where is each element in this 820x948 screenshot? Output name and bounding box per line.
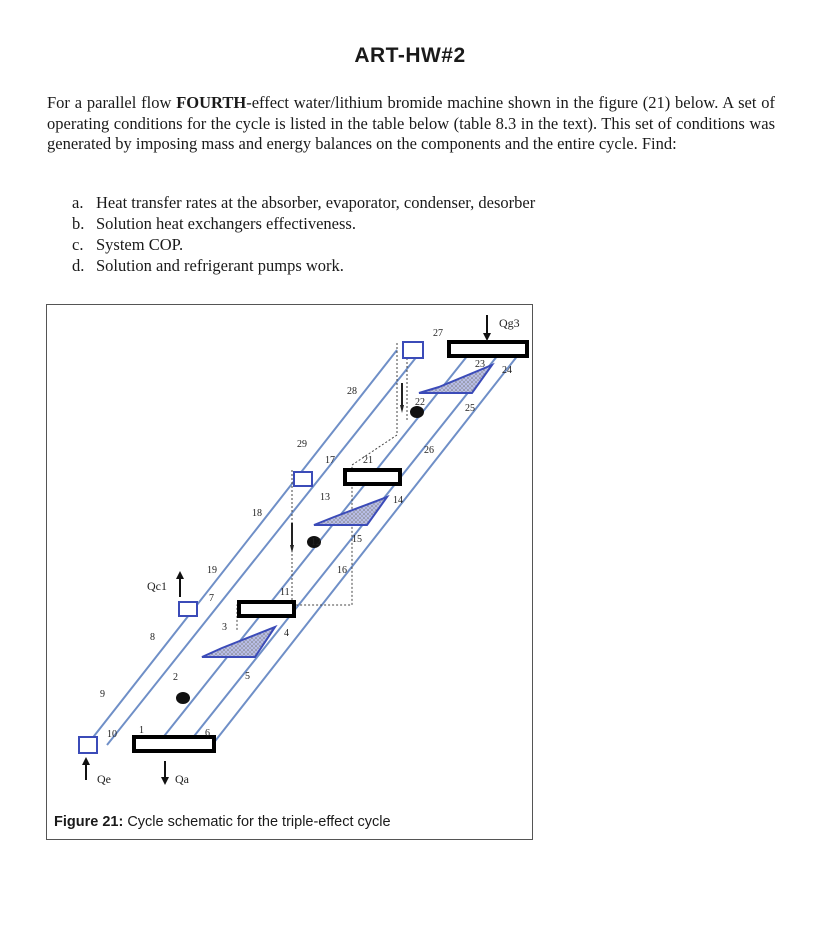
state-label: 5 [245, 671, 250, 682]
task-item [72, 192, 535, 213]
label-qa: Qa [175, 772, 189, 786]
label-qc1: Qc1 [147, 579, 167, 593]
state-label: 15 [352, 534, 362, 545]
state-label: 17 [325, 455, 335, 466]
intro-text-start: For a parallel flow [47, 93, 177, 112]
pipe-line [107, 350, 422, 745]
intro-text-rest: -effect water/lithium bromide machine shown in the figure (21) below. A set of operating conditions for the cycle is listed in the table below (table 8.3 in the text). This set of conditions was generated by imposing mass and energy balances on the components and the entire cycle. Find: [47, 93, 775, 153]
pump-icon [176, 692, 190, 704]
task-marker: c. [72, 235, 84, 254]
state-label: 28 [347, 386, 357, 397]
task-item [72, 213, 535, 234]
desorber-3 [449, 342, 527, 356]
pipe-line [187, 350, 502, 745]
state-label: 26 [424, 445, 434, 456]
intro-bold-fourth: FOURTH [176, 93, 247, 112]
heat-arrows [82, 315, 491, 785]
desorber-1 [239, 602, 294, 616]
label-qe: Qe [97, 772, 111, 786]
vapor-lines [237, 343, 407, 630]
state-label: 6 [205, 728, 210, 739]
caption-label: Figure 21: [54, 814, 124, 830]
evaporator-box [79, 737, 97, 753]
state-label: 16 [337, 565, 347, 576]
state-label: 10 [107, 729, 117, 740]
state-label: 25 [465, 403, 475, 414]
state-label: 24 [502, 365, 512, 376]
task-marker: a. [72, 193, 84, 212]
state-label: 2 [173, 672, 178, 683]
problem-statement [47, 93, 775, 155]
task-text: Heat transfer rates at the absorber, evaporator, condenser, desorber [96, 193, 536, 212]
arrow-down-icon [161, 777, 169, 785]
pumps [176, 406, 424, 704]
state-label: 11 [280, 587, 290, 598]
state-label: 29 [297, 439, 307, 450]
task-item [72, 255, 535, 276]
task-marker: d. [72, 256, 85, 275]
arrow-down-icon [290, 545, 294, 553]
pipe-line [212, 350, 522, 745]
condenser-box-1 [179, 602, 197, 616]
state-label: 18 [252, 508, 262, 519]
task-item [72, 234, 535, 255]
arrow-down-icon [400, 405, 404, 413]
small-boxes [79, 342, 423, 753]
state-label: 4 [284, 628, 289, 639]
cycle-schematic [47, 305, 534, 810]
figure-caption [54, 814, 391, 830]
state-label: 8 [150, 632, 155, 643]
vapor-line [237, 343, 397, 630]
condenser-box-3 [403, 342, 423, 358]
state-label: 7 [209, 593, 214, 604]
task-text: Solution and refrigerant pumps work. [96, 256, 344, 275]
task-text: System COP. [96, 235, 184, 254]
task-marker: b. [72, 214, 85, 233]
arrow-shaft [401, 383, 403, 405]
desorber-2 [345, 470, 400, 484]
label-qg3: Qg3 [499, 316, 520, 330]
state-label: 3 [222, 622, 227, 633]
pipe-network [87, 350, 522, 745]
arrow-shaft [291, 523, 293, 545]
absorber [134, 737, 214, 751]
pipe-line [87, 350, 397, 745]
state-label: 14 [393, 495, 403, 506]
cycle-figure [46, 304, 533, 840]
task-list [72, 192, 535, 276]
arrow-up-icon [176, 571, 184, 579]
state-label: 19 [207, 565, 217, 576]
shx-1 [202, 627, 275, 657]
task-text: Solution heat exchangers effectiveness. [96, 214, 356, 233]
state-label: 12 [311, 537, 321, 548]
arrow-up-icon [82, 757, 90, 765]
caption-text: Cycle schematic for the triple-effect cycle [123, 814, 391, 830]
state-label: 27 [433, 328, 443, 339]
state-label: 13 [320, 492, 330, 503]
state-label: 9 [100, 689, 105, 700]
state-label: 22 [415, 397, 425, 408]
state-label: 23 [475, 359, 485, 370]
state-label: 21 [363, 455, 373, 466]
page-title: ART-HW#2 [354, 44, 466, 67]
condenser-box-2 [294, 472, 312, 486]
state-label: 1 [139, 725, 144, 736]
arrow-down-icon [483, 333, 491, 341]
